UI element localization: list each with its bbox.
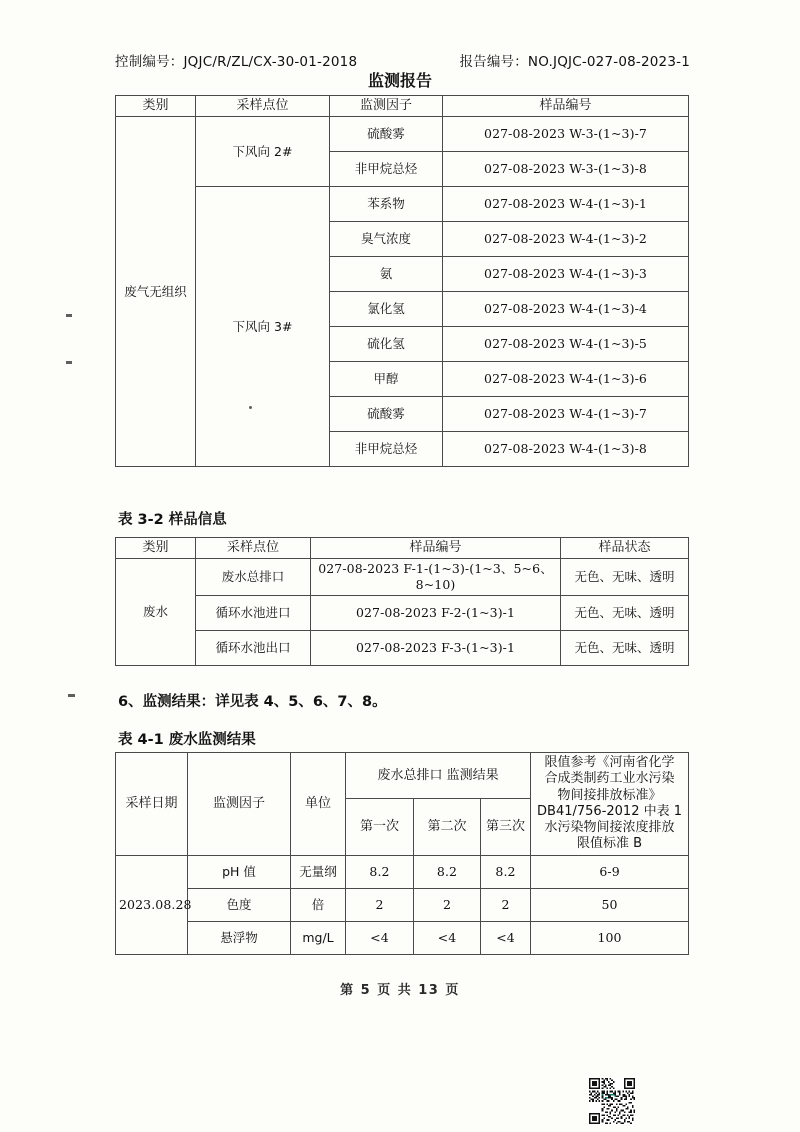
limit-line-5: 水污染物间接浓度排放 — [544, 820, 675, 835]
cell-factor: pH 值 — [188, 855, 291, 888]
cell-run-1: 8.2 — [346, 855, 414, 888]
scan-artifact-mark — [66, 314, 72, 317]
cell-sample-date: 2023.08.28 — [116, 855, 188, 954]
table-row — [116, 921, 689, 954]
cell-sample-point: 循环水池进口 — [196, 595, 311, 630]
cell-factor: 苯系物 — [330, 187, 443, 222]
cell-sample-no: 027-08-2023 F-1-(1~3)-(1~3、5~6、8~10) — [311, 559, 561, 595]
col-header-factor: 监测因子 — [330, 96, 443, 117]
col-header-sample-point: 采样点位 — [196, 96, 330, 117]
cell-sample-no: 027-08-2023 W-3-(1~3)-7 — [443, 117, 689, 152]
cell-factor: 非甲烷总烃 — [330, 432, 443, 467]
cell-sample-point: 循环水池出口 — [196, 630, 311, 665]
col-header-category: 类别 — [116, 538, 196, 559]
col-header-run-1: 第一次 — [346, 799, 414, 855]
col-header-unit: 单位 — [291, 753, 346, 856]
limit-line-1: 限值参考《河南省化学 — [544, 755, 675, 770]
cell-factor: 氯化氢 — [330, 292, 443, 327]
control-number: 控制编号：JQJC/R/ZL/CX-30-01-2018 — [115, 54, 358, 70]
cell-sample-no: 027-08-2023 W-4-(1~3)-4 — [443, 292, 689, 327]
col-header-results-group: 废水总排口 监测结果 — [346, 753, 531, 799]
col-header-run-3: 第三次 — [481, 799, 531, 855]
cell-sample-point: 下风向 2# — [196, 117, 330, 187]
cell-sample-no: 027-08-2023 F-3-(1~3)-1 — [311, 630, 561, 665]
table-header-row — [116, 96, 689, 117]
qr-code-icon — [588, 1078, 636, 1124]
cell-unit: mg/L — [291, 921, 346, 954]
cell-run-2: 2 — [414, 888, 481, 921]
scan-artifact-mark — [66, 361, 72, 364]
cell-factor: 非甲烷总烃 — [330, 152, 443, 187]
cell-factor: 硫酸雾 — [330, 117, 443, 152]
col-header-limit-reference — [531, 753, 689, 856]
caption-table-4-1: 表 4-1 废水监测结果 — [118, 732, 256, 748]
table-row — [116, 595, 689, 630]
col-header-sample-no: 样品编号 — [311, 538, 561, 559]
table-row — [116, 630, 689, 665]
cell-sample-no: 027-08-2023 W-3-(1~3)-8 — [443, 152, 689, 187]
cell-run-2: <4 — [414, 921, 481, 954]
cell-run-1: 2 — [346, 888, 414, 921]
monitoring-results-line: 6、监测结果：详见表 4、5、6、7、8。 — [118, 694, 387, 710]
cell-factor: 氨 — [330, 257, 443, 292]
col-header-sample-date: 采样日期 — [116, 753, 188, 856]
limit-line-3: 物间接排放标准》 — [557, 787, 662, 803]
cell-sample-state: 无色、无味、透明 — [561, 630, 689, 665]
table-header-row — [116, 538, 689, 559]
wastewater-results-table — [115, 752, 689, 955]
cell-limit: 6-9 — [531, 855, 689, 888]
limit-line-6: 限值标准 B — [577, 836, 643, 852]
cell-factor: 硫酸雾 — [330, 397, 443, 432]
col-header-factor: 监测因子 — [188, 753, 291, 856]
cell-run-3: 8.2 — [481, 855, 531, 888]
cell-sample-state: 无色、无味、透明 — [561, 595, 689, 630]
cell-limit: 50 — [531, 888, 689, 921]
cell-sample-no: 027-08-2023 W-4-(1~3)-2 — [443, 222, 689, 257]
table-row — [116, 559, 689, 595]
cell-unit: 无量纲 — [291, 855, 346, 888]
page-number-footer: 第 5 页 共 13 页 — [340, 983, 460, 998]
cell-sample-no: 027-08-2023 W-4-(1~3)-3 — [443, 257, 689, 292]
cell-category: 废水 — [116, 559, 196, 665]
cell-sample-point: 废水总排口 — [196, 559, 311, 595]
cell-sample-point: 下风向 3# — [196, 187, 330, 467]
cell-run-2: 8.2 — [414, 855, 481, 888]
cell-sample-no: 027-08-2023 W-4-(1~3)-7 — [443, 397, 689, 432]
cell-limit: 100 — [531, 921, 689, 954]
sample-info-table — [115, 537, 689, 666]
document-title: 监测报告 — [367, 71, 432, 90]
cell-sample-no: 027-08-2023 W-4-(1~3)-8 — [443, 432, 689, 467]
cell-sample-no: 027-08-2023 W-4-(1~3)-6 — [443, 362, 689, 397]
col-header-sample-state: 样品状态 — [561, 538, 689, 559]
table-row — [116, 117, 689, 152]
cell-sample-no: 027-08-2023 F-2-(1~3)-1 — [311, 595, 561, 630]
cell-run-3: <4 — [481, 921, 531, 954]
table-row — [116, 187, 689, 222]
cell-factor: 色度 — [188, 888, 291, 921]
table-row — [116, 855, 689, 888]
cell-run-3: 2 — [481, 888, 531, 921]
limit-line-4: DB41/756-2012 中表 1 — [537, 803, 683, 819]
caption-table-3-2: 表 3-2 样品信息 — [118, 512, 227, 528]
cell-sample-no: 027-08-2023 W-4-(1~3)-5 — [443, 327, 689, 362]
cell-unit: 倍 — [291, 888, 346, 921]
report-number: 报告编号：NO.JQJC-027-08-2023-1 — [459, 54, 690, 70]
cell-sample-state: 无色、无味、透明 — [561, 559, 689, 595]
col-header-sample-no: 样品编号 — [443, 96, 689, 117]
limit-line-2: 合成类制药工业水污染 — [544, 771, 675, 787]
cell-factor: 臭气浓度 — [330, 222, 443, 257]
cell-factor: 硫化氢 — [330, 327, 443, 362]
page-header — [115, 50, 690, 70]
cell-sample-no: 027-08-2023 W-4-(1~3)-1 — [443, 187, 689, 222]
cell-category: 废气无组织 — [116, 117, 196, 467]
cell-factor: 甲醇 — [330, 362, 443, 397]
col-header-sample-point: 采样点位 — [196, 538, 311, 559]
col-header-run-2: 第二次 — [414, 799, 481, 855]
table-row — [116, 888, 689, 921]
waste-gas-table — [115, 95, 689, 467]
cell-factor: 悬浮物 — [188, 921, 291, 954]
scan-artifact-mark — [68, 694, 75, 697]
cell-run-1: <4 — [346, 921, 414, 954]
table-header-row-top — [116, 753, 689, 799]
col-header-category: 类别 — [116, 96, 196, 117]
scan-artifact-mark — [249, 406, 252, 409]
